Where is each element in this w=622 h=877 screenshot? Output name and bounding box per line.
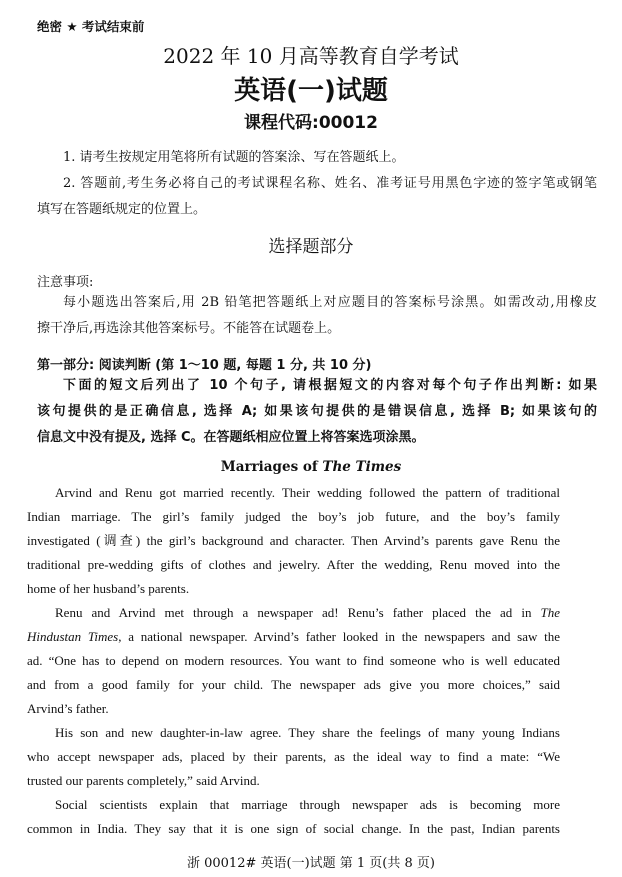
p1-line-2: Indian marriage. The girl’s family judged the boy’s job future, and the boy’s family [27, 509, 560, 524]
notice-heading: 注意事项: [37, 275, 94, 290]
instruction-1: 1. 请考生按规定用笔将所有试题的答案涂、写在答题纸上。 [63, 150, 405, 165]
p2-line-4: and from a good family for your child. The newspaper ads give you more choices,” said [27, 677, 560, 692]
part1-line-3: 信息文中没有提及, 选择 C。在答题纸相应位置上将答案选项涂黑。 [37, 430, 425, 445]
p3-line-2: who accept newspaper ads, placed by their parents, as the ideal way to find a mate: “We [27, 749, 560, 764]
p1-line-5: home of her husband’s parents. [27, 581, 190, 596]
p2-line-1 [27, 601, 560, 625]
passage-title-prefix: Marriages of [220, 459, 323, 475]
part1-heading: 第一部分: 阅读判断 (第 1～10 题, 每题 1 分, 共 10 分) [37, 358, 372, 373]
notice-line-1: 每小题选出答案后,用 2B 铅笔把答题纸上对应题目的答案标号涂黑。如需改动,用橡皮 [63, 295, 597, 310]
notice-body [37, 290, 597, 342]
p1-line-1: Arvind and Renu got married recently. Their wedding followed the pattern of traditional [55, 485, 560, 500]
notice-line-2: 擦干净后,再选涂其他答案标号。不能答在试题卷上。 [37, 321, 341, 336]
part1-line-2: 该句提供的是正确信息, 选择 A; 如果该句提供的是错误信息, 选择 B; 如果该句的 [37, 404, 597, 419]
passage-title-italic: The Times [322, 459, 402, 475]
course-code: 课程代码:00012 [244, 113, 378, 133]
passage-title [0, 459, 622, 475]
part1-instructions [37, 373, 597, 451]
instruction-2-line-1: 2. 答题前,考生务必将自己的考试课程名称、姓名、准考证号用黑色字迹的签字笔或钢笔 [63, 176, 597, 191]
p2-line-1-text: Renu and Arvind met through a newspaper ad! Renu’s father placed the ad in [55, 605, 541, 620]
page-footer: 浙 00012# 英语(一)试题 第 1 页(共 8 页) [186, 856, 435, 871]
section-title: 选择题部分 [268, 237, 354, 257]
p2-line-3: ad. “One has to depend on modern resources. You want to find someone who is well educated [27, 653, 560, 668]
p2-line-2 [27, 625, 560, 649]
instruction-2-line-2: 填写在答题纸规定的位置上。 [37, 202, 207, 217]
exam-title: 2022 年 10 月高等教育自学考试 [163, 44, 459, 68]
p4-line-1: Social scientists explain that marriage through newspaper ads is becoming more [55, 797, 560, 812]
p2-line-2-text: , a national newspaper. Arvind’s father looked in the newspapers and saw the [118, 629, 560, 644]
p4-line-2: common in India. They say that it is one sign of social change. In the past, Indian parents [27, 821, 560, 836]
p2-line-1-italic: The [540, 605, 560, 620]
p2-line-2-italic: Hindustan Times [27, 629, 119, 644]
passage-body [27, 481, 560, 841]
classification-label: 绝密 ★ 考试结束前 [37, 19, 145, 34]
general-instructions [37, 145, 597, 223]
subject-title: 英语(一)试题 [234, 76, 388, 106]
part1-line-1: 下面的短文后列出了 10 个句子, 请根据短文的内容对每个句子作出判断: 如果 [63, 378, 597, 393]
p3-line-1: His son and new daughter-in-law agree. They share the feelings of many young Indians [55, 725, 560, 740]
p2-line-5: Arvind’s father. [27, 701, 109, 716]
p3-line-3: trusted our parents completely,” said Arvind. [27, 773, 260, 788]
p1-line-4: traditional pre-wedding gifts of clothes and jewelry. After the wedding, Renu moved into the [27, 557, 560, 572]
p1-line-3: investigated (调查) the girl’s background and character. Then Arvind’s parents gave Renu the [27, 533, 560, 548]
